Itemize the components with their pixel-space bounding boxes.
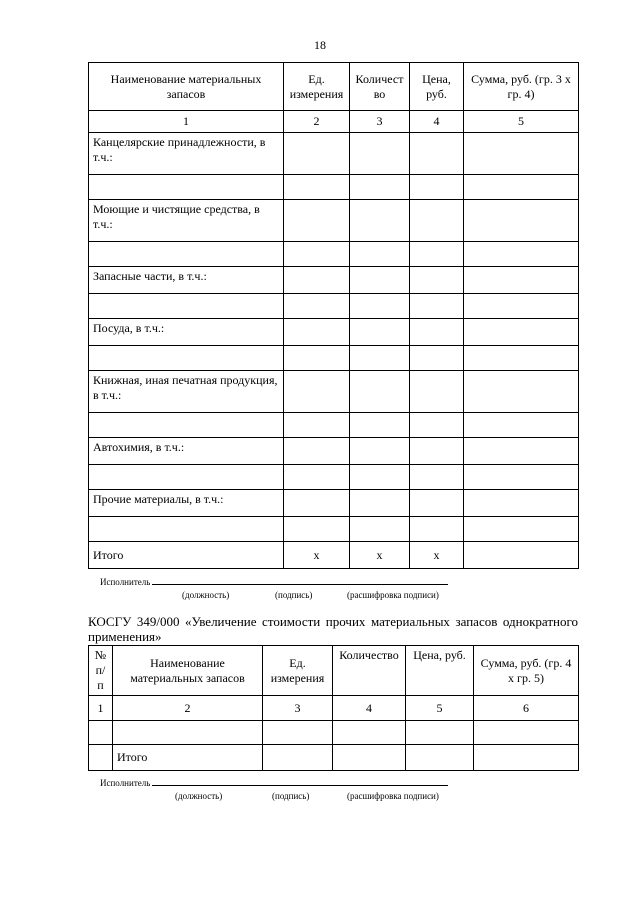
row-label: Запасные части, в т.ч.:: [89, 267, 284, 294]
caption-position: (должность): [182, 590, 230, 600]
header-number: № п/п: [89, 646, 113, 696]
header-unit: Ед. измерения: [284, 63, 350, 111]
kosgu-table: [88, 645, 579, 771]
total-row: [89, 745, 579, 771]
header-sum: Сумма, руб. (гр. 4 х гр. 5): [474, 646, 579, 696]
col-number: 5: [464, 111, 579, 133]
table-row: [89, 346, 579, 371]
row-label: Книжная, иная печатная продукция, в т.ч.:: [89, 371, 284, 413]
row-label: [89, 175, 284, 200]
row-label: [89, 242, 284, 267]
header-name: Наименование материальных запасов: [113, 646, 263, 696]
caption-sign: (подпись): [275, 590, 313, 600]
total-cell: х: [410, 542, 464, 569]
table-row: [89, 721, 579, 745]
col-number: 1: [89, 696, 113, 721]
total-label: Итого: [89, 542, 284, 569]
table-row: [89, 371, 579, 413]
total-cell: х: [284, 542, 350, 569]
page-number: 18: [314, 38, 326, 52]
total-label: Итого: [113, 745, 263, 771]
header-quantity: Количест во: [350, 63, 410, 111]
caption-position: (должность): [175, 791, 223, 801]
materials-table: [88, 62, 579, 569]
header-quantity: Количество: [333, 646, 406, 696]
total-cell: х: [350, 542, 410, 569]
table-row: [89, 175, 579, 200]
caption-sign: (подпись): [272, 791, 310, 801]
table-row: [89, 200, 579, 242]
header-unit: Ед. измерения: [263, 646, 333, 696]
row-label: [89, 465, 284, 490]
header-price: Цена, руб.: [406, 646, 474, 696]
table-row: [89, 517, 579, 542]
header-price: Цена, руб.: [410, 63, 464, 111]
col-number: 6: [474, 696, 579, 721]
signature-line: [100, 576, 448, 587]
signature-label: Исполнитель: [100, 778, 151, 788]
row-label: [89, 346, 284, 371]
table-row: [89, 490, 579, 517]
col-number: 4: [410, 111, 464, 133]
row-label: [89, 413, 284, 438]
col-number: 3: [350, 111, 410, 133]
col-number: 2: [284, 111, 350, 133]
table-row: [89, 465, 579, 490]
caption-decoding: (расшифровка подписи): [347, 791, 439, 801]
row-label: Моющие и чистящие средства, в т.ч.:: [89, 200, 284, 242]
row-label: Посуда, в т.ч.:: [89, 319, 284, 346]
row-label: [89, 294, 284, 319]
table-row: [89, 319, 579, 346]
table-row: [89, 413, 579, 438]
table-row: [89, 133, 579, 175]
table-row: [89, 267, 579, 294]
row-label: Канцелярские принадлежности, в т.ч.:: [89, 133, 284, 175]
row-label: [89, 517, 284, 542]
header-name: Наименование материальных запасов: [89, 63, 284, 111]
col-number: 3: [263, 696, 333, 721]
signature-line: [100, 777, 448, 788]
kosgu-heading: КОСГУ 349/000 «Увеличение стоимости прочих материальных запасов однократного применения»: [88, 614, 578, 644]
signature-label: Исполнитель: [100, 577, 151, 587]
header-sum: Сумма, руб. (гр. 3 х гр. 4): [464, 63, 579, 111]
total-row: [89, 542, 579, 569]
caption-decoding: (расшифровка подписи): [347, 590, 439, 600]
col-number: 4: [333, 696, 406, 721]
row-label: Прочие материалы, в т.ч.:: [89, 490, 284, 517]
table-row: [89, 438, 579, 465]
col-number: 2: [113, 696, 263, 721]
row-label: Автохимия, в т.ч.:: [89, 438, 284, 465]
table-row: [89, 294, 579, 319]
table-row: [89, 242, 579, 267]
col-number: 5: [406, 696, 474, 721]
col-number: 1: [89, 111, 284, 133]
